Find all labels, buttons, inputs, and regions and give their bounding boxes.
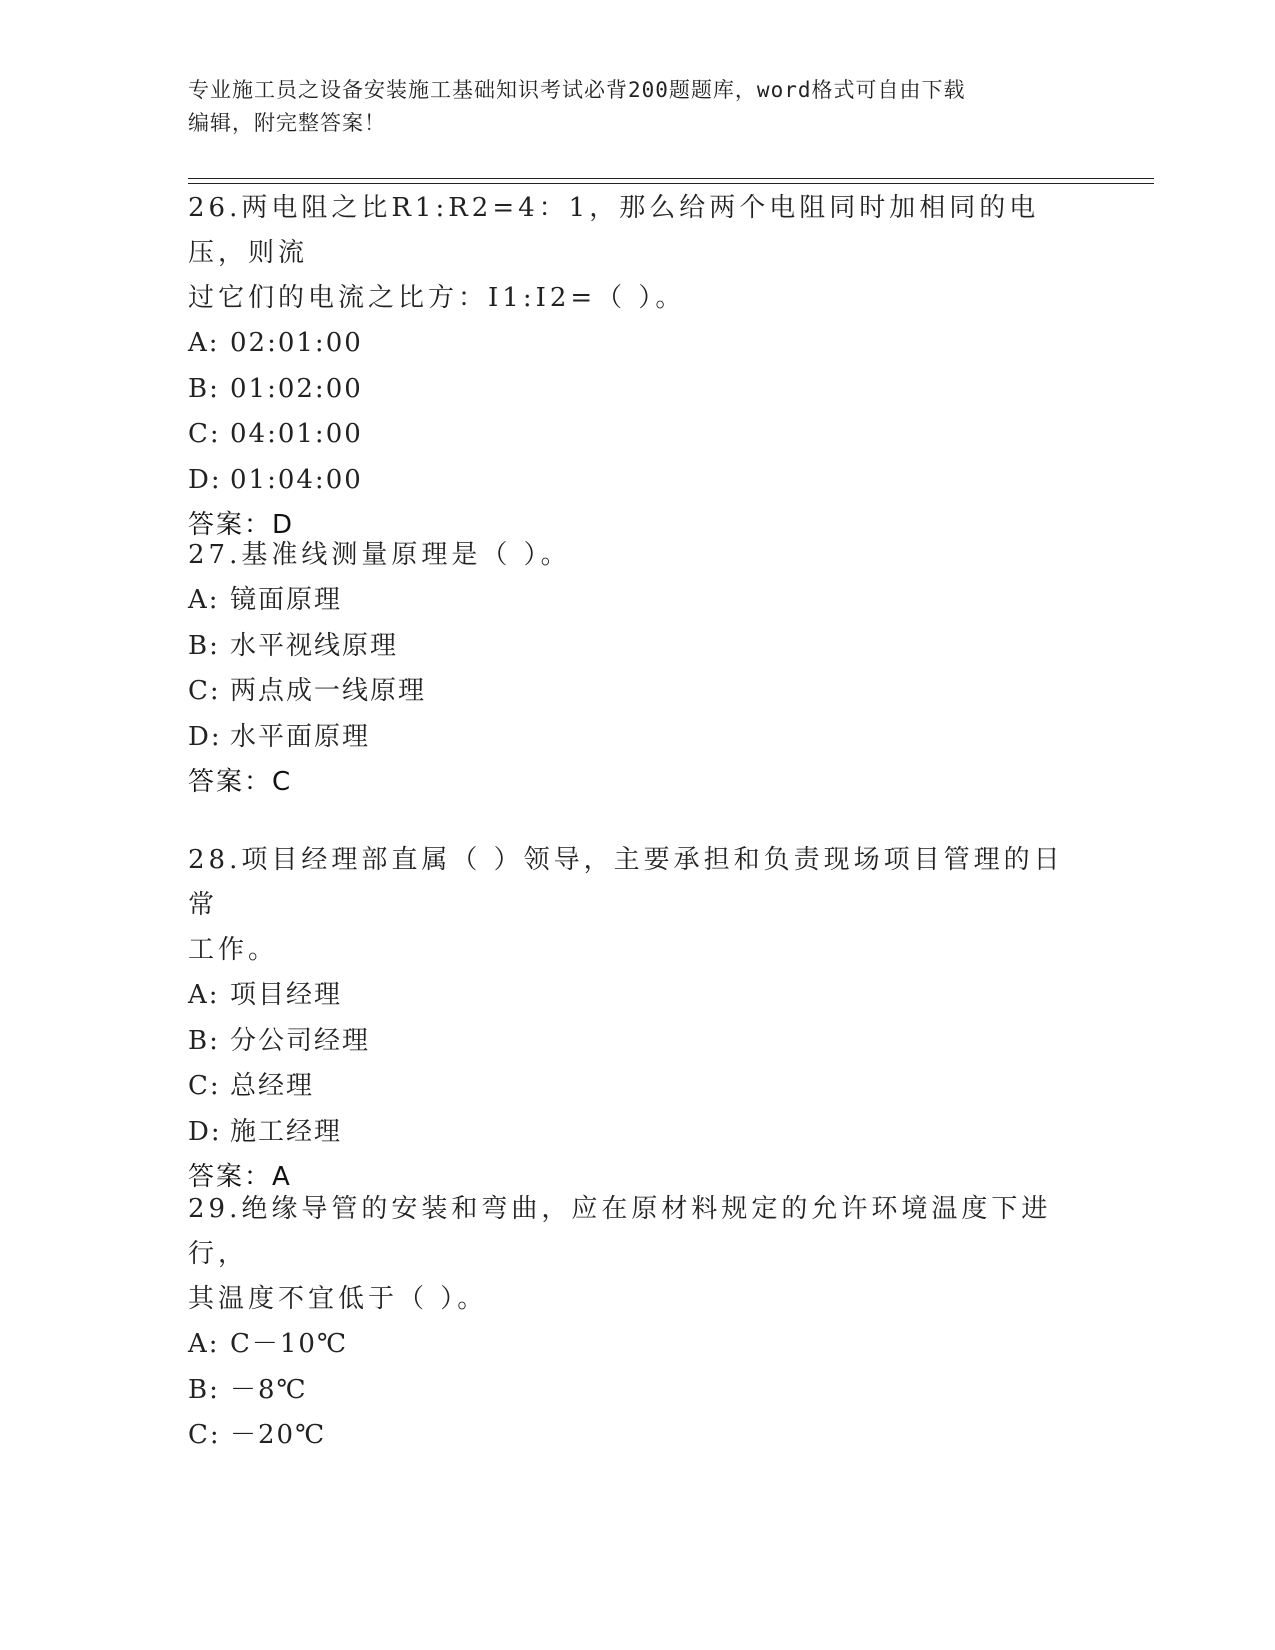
question-29	[188, 1187, 1088, 1459]
header-line-1: 专业施工员之设备安装施工基础知识考试必背200题题库，word格式可自由下载	[188, 78, 966, 102]
option-key: B:	[188, 1025, 220, 1056]
answer-line: 答案：A	[188, 1162, 292, 1192]
option-key: B:	[188, 373, 220, 404]
question-text: 28.项目经理部直属（ ）领导，主要承担和负责现场项目管理的日常	[188, 845, 1064, 920]
header-line-2: 编辑，附完整答案！	[188, 111, 386, 135]
option-key: D:	[188, 721, 222, 752]
option-key: D:	[188, 1116, 222, 1147]
option-c	[188, 1064, 1088, 1110]
header-divider-top	[188, 178, 1154, 179]
option-text: 水平面原理	[230, 721, 371, 752]
option-a	[188, 973, 1088, 1019]
option-a	[188, 1322, 1088, 1368]
option-b	[188, 367, 1088, 413]
document-header	[188, 74, 1068, 140]
option-b	[188, 624, 1088, 670]
option-key: A:	[188, 328, 220, 358]
option-a	[188, 578, 1088, 624]
question-28	[188, 838, 1088, 1200]
option-text: 水平视线原理	[230, 630, 399, 661]
question-text-continued: 过它们的电流之比方：I1:I2=（ ）。	[188, 283, 686, 313]
option-text: 总经理	[230, 1071, 315, 1101]
question-text-continued: 其温度不宜低于（ ）。	[188, 1284, 488, 1314]
option-text: 02:01:00	[230, 328, 363, 358]
option-key: C:	[188, 1420, 221, 1450]
option-text: 镜面原理	[230, 585, 343, 615]
option-text: －20℃	[230, 1420, 327, 1450]
option-b	[188, 1019, 1088, 1065]
option-key: A:	[188, 980, 220, 1010]
option-text: 两点成一线原理	[230, 676, 427, 706]
question-text: 27.基准线测量原理是（ ）。	[188, 540, 571, 570]
option-text: 施工经理	[230, 1116, 343, 1147]
option-key: A:	[188, 1329, 220, 1359]
option-text: 01:04:00	[230, 464, 363, 495]
option-a	[188, 321, 1088, 367]
option-text: 项目经理	[230, 980, 343, 1010]
option-d	[188, 458, 1088, 504]
option-key: C:	[188, 676, 221, 706]
header-divider-bottom	[188, 183, 1154, 184]
option-d	[188, 715, 1088, 761]
option-text: 01:02:00	[230, 373, 363, 404]
option-text: C－10℃	[230, 1329, 349, 1359]
question-26	[188, 186, 1088, 548]
option-b	[188, 1368, 1088, 1414]
question-text-continued: 工作。	[188, 935, 279, 965]
answer-line: 答案：C	[188, 767, 293, 797]
answer-line: 答案：D	[188, 510, 295, 540]
question-text: 26.两电阻之比R1:R2=4：1，那么给两个电阻同时加相同的电压，则流	[188, 193, 1040, 268]
option-text: 04:01:00	[230, 419, 363, 449]
option-key: B:	[188, 630, 220, 661]
question-27	[188, 533, 1088, 805]
option-key: C:	[188, 419, 221, 449]
option-text: 分公司经理	[230, 1025, 371, 1056]
option-key: C:	[188, 1071, 221, 1101]
option-c	[188, 669, 1088, 715]
option-text: －8℃	[230, 1374, 308, 1405]
option-key: B:	[188, 1374, 220, 1405]
option-key: A:	[188, 585, 220, 615]
option-key: D:	[188, 464, 222, 495]
option-d	[188, 1110, 1088, 1156]
option-c	[188, 412, 1088, 458]
question-text: 29.绝缘导管的安装和弯曲，应在原材料规定的允许环境温度下进行，	[188, 1194, 1052, 1269]
option-c	[188, 1413, 1088, 1459]
